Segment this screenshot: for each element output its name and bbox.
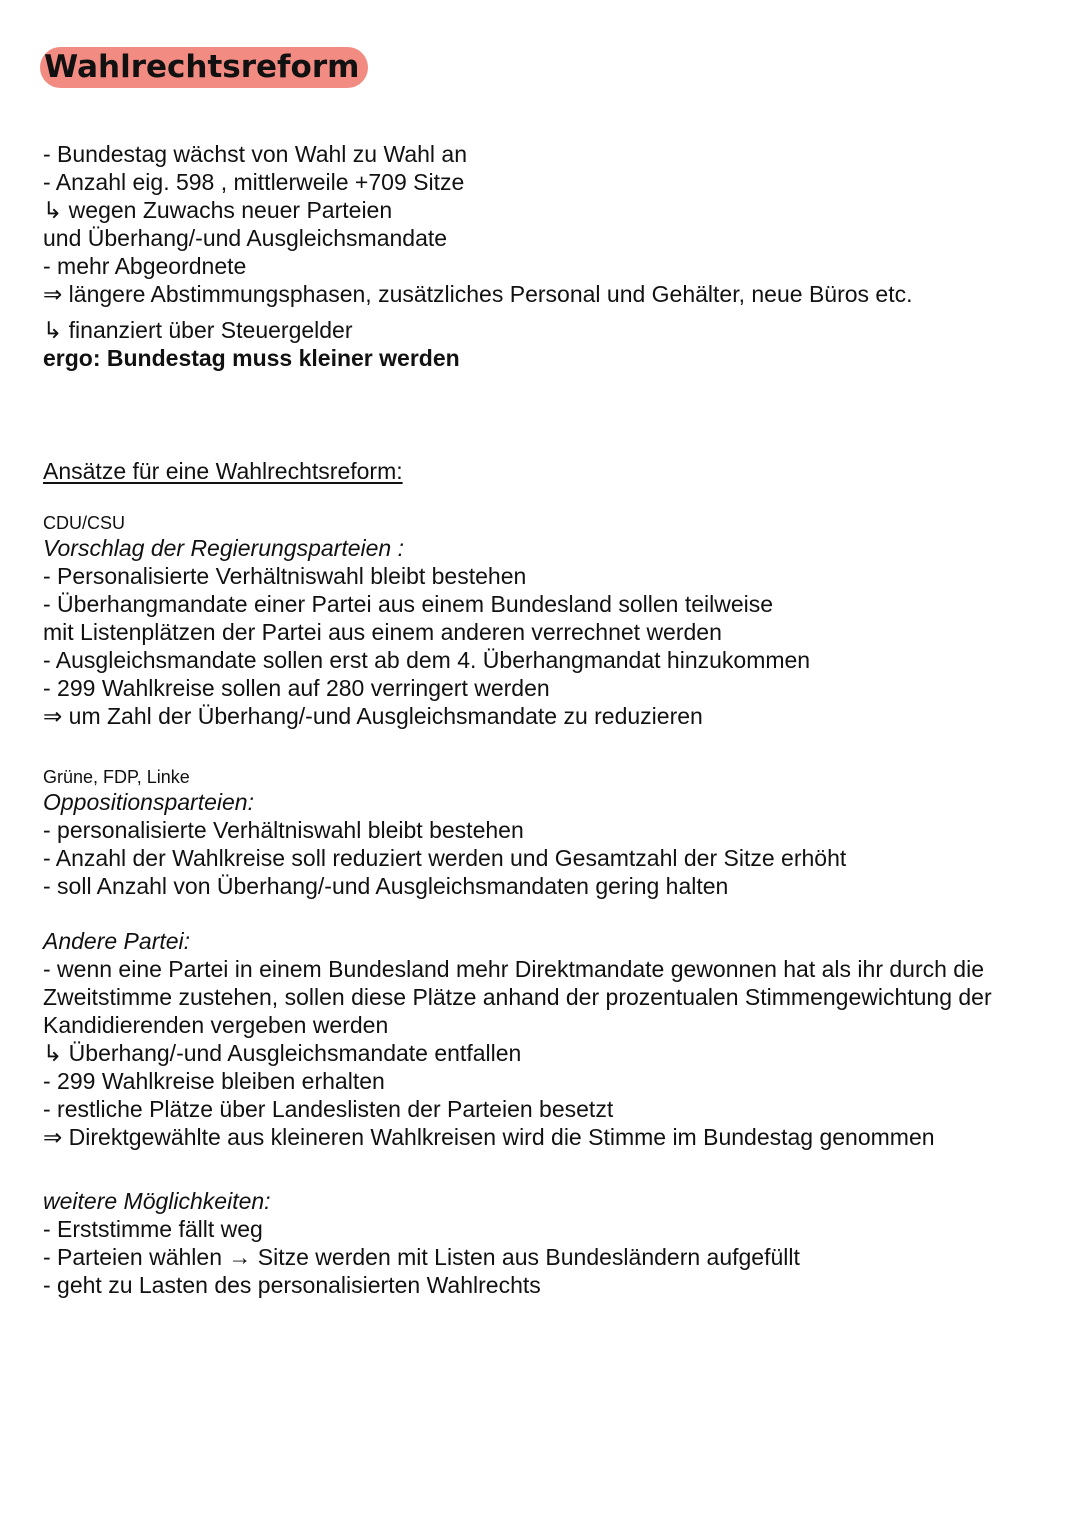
list-item: - Überhangmandate einer Partei aus einem Bundesland sollen teilweise	[43, 591, 774, 617]
intro-line: ↳ finanziert über Steuergelder	[43, 317, 353, 343]
list-item: - Erststimme fällt weg	[43, 1216, 263, 1242]
party-tag: CDU/CSU	[43, 513, 126, 533]
intro-section	[43, 140, 1053, 372]
further-section	[43, 1187, 1053, 1299]
list-item: - 299 Wahlkreise bleiben erhalten	[43, 1068, 385, 1094]
intro-conclusion: ergo: Bundestag muss kleiner werden	[43, 345, 460, 371]
intro-line: ↳ wegen Zuwachs neuer Parteien	[43, 197, 393, 223]
approaches-section	[43, 457, 1053, 485]
list-item: - Ausgleichsmandate sollen erst ab dem 4. Überhangmandat hinzukommen	[43, 647, 811, 673]
list-item: - Anzahl der Wahlkreise soll reduziert werden und Gesamtzahl der Sitze erhöht	[43, 845, 847, 871]
intro-line: ⇒ längere Abstimmungsphasen, zusätzliches Personal und Gehälter, neue Büros etc.	[43, 281, 913, 307]
paragraph: - wenn eine Partei in einem Bundesland mehr Direktmandate gewonnen hat als ihr durch die Zweitstimme zustehen, sollen diese Plätze anhand der prozentualen Stimmengewichtung der Kandidierenden vergeben werden	[43, 956, 992, 1038]
page-title: Wahlrechtsreform	[40, 47, 368, 88]
list-item: - 299 Wahlkreise sollen auf 280 verringert werden	[43, 675, 550, 701]
intro-line: - Bundestag wächst von Wahl zu Wahl an	[43, 141, 468, 167]
section-heading: Andere Partei:	[43, 928, 191, 954]
list-item: ⇒ Direktgewählte aus kleineren Wahlkreisen wird die Stimme im Bundestag genommen	[43, 1124, 935, 1150]
section-heading: Vorschlag der Regierungsparteien :	[43, 535, 404, 561]
intro-line: - mehr Abgeordnete	[43, 253, 247, 279]
intro-line: - Anzahl eig. 598 , mittlerweile +709 Sitze	[43, 169, 465, 195]
list-item: - restliche Plätze über Landeslisten der Parteien besetzt	[43, 1096, 614, 1122]
list-item: - Parteien wählen → Sitze werden mit Listen aus Bundesländern aufgefüllt	[43, 1244, 800, 1270]
list-item: - soll Anzahl von Überhang/-und Ausgleichsmandaten gering halten	[43, 873, 729, 899]
list-item: ⇒ um Zahl der Überhang/-und Ausgleichsmandate zu reduzieren	[43, 703, 703, 729]
title-highlight	[40, 47, 368, 88]
opposition-section	[43, 766, 1053, 900]
section-heading: weitere Möglichkeiten:	[43, 1188, 271, 1214]
approaches-heading: Ansätze für eine Wahlrechtsreform:	[43, 458, 403, 484]
section-heading: Oppositionsparteien:	[43, 789, 254, 815]
list-item: - personalisierte Verhältniswahl bleibt bestehen	[43, 817, 524, 843]
list-item: - Personalisierte Verhältniswahl bleibt bestehen	[43, 563, 527, 589]
other-party-section	[43, 927, 1043, 1151]
intro-line: und Überhang/-und Ausgleichsmandate	[43, 225, 448, 251]
list-item: ↳ Überhang/-und Ausgleichsmandate entfallen	[43, 1040, 522, 1066]
party-tag: Grüne, FDP, Linke	[43, 767, 190, 787]
list-item: - geht zu Lasten des personalisierten Wahlrechts	[43, 1272, 541, 1298]
cdu-section	[43, 512, 1053, 730]
list-item: mit Listenplätzen der Partei aus einem anderen verrechnet werden	[43, 619, 722, 645]
